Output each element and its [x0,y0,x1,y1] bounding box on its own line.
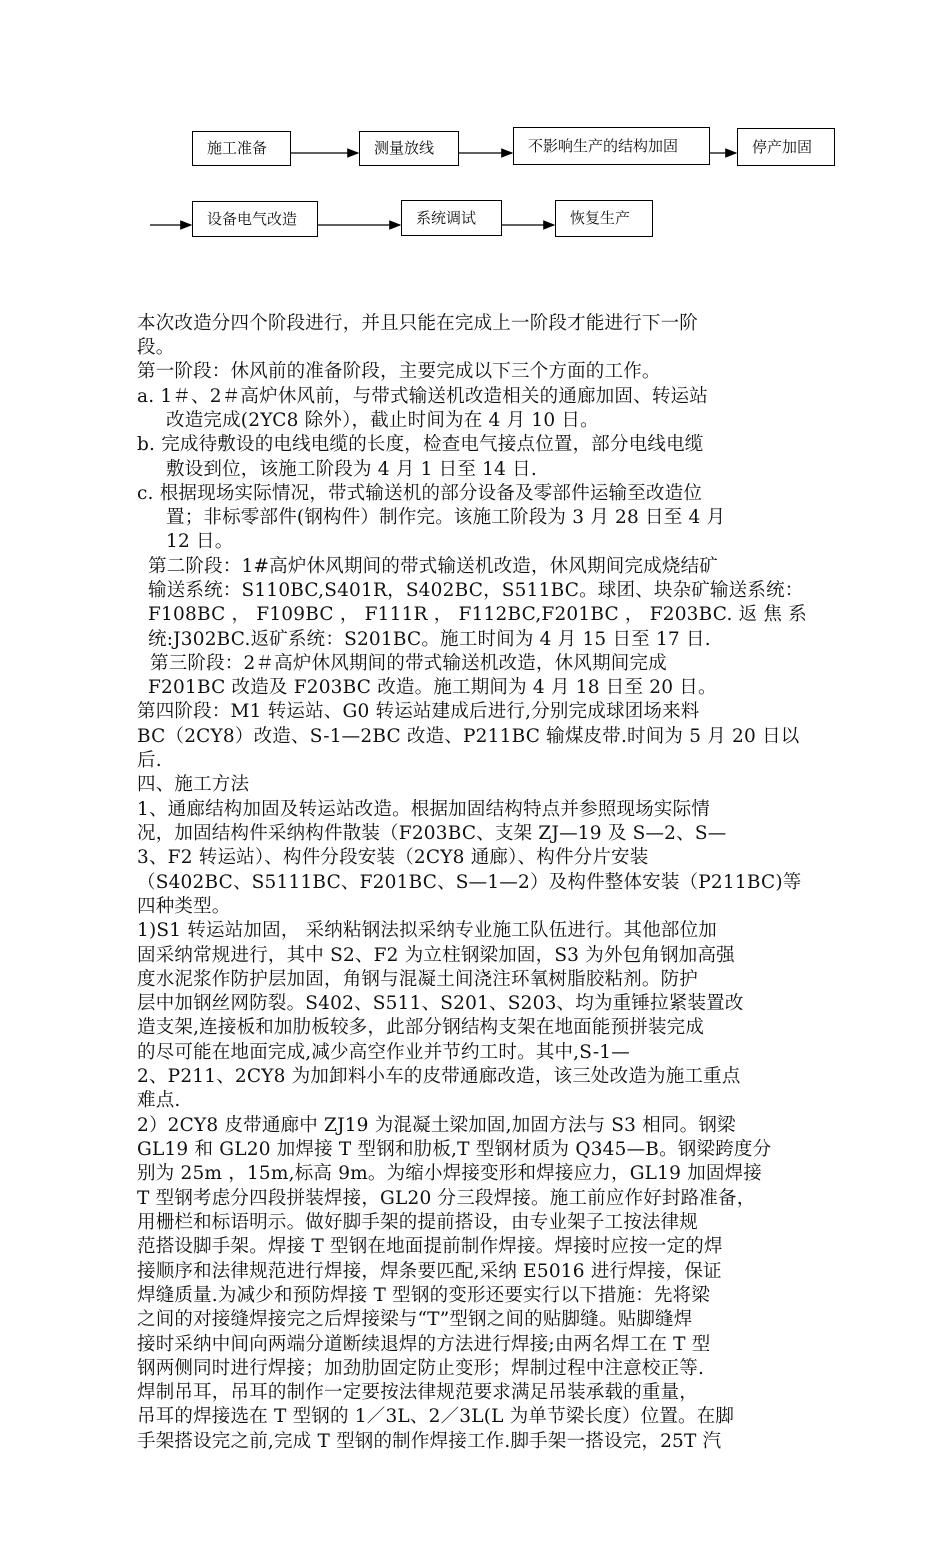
list-item-c: c. 根据现场实际情况，带式输送机的部分设备及零部件运输至改造位 [137,483,703,504]
text-line: 段。 [137,337,175,358]
text-line: 改造完成(2YC8 除外），截止时间为在 4 月 10 日。 [166,410,599,431]
text-line: 置；非标零部件(钢构件）制作完。该施工阶段为 3 月 28 日至 4 月 [166,507,726,528]
text-line: 造支架,连接板和加肋板较多，此部分钢结构支架在地面能预拼装完成 [137,1017,705,1038]
flow-step-construction-prep: 施工准备 [192,131,291,166]
text-line: BC（2CY8）改造、S-1—2BC 改造、P211BC 输煤皮带.时间为 5 月 20 日以 [137,726,800,747]
text-line: 统:J302BC.返矿系统：S201BC。施工时间为 4 月 15 日至 17 日. [148,629,711,650]
flow-step-system-debug: 系统调试 [401,200,502,236]
text-line: 第三阶段：2＃高炉休风期间的带式输送机改造，休风期间完成 [150,653,667,674]
text-line: 2、P211、2CY8 为加卸料小车的皮带通廊改造，该三处改造为施工重点 [137,1066,741,1087]
text-line: （S402BC、S5111BC、F201BC、S—1—2）及构件整体安装（P211BC)等 [137,872,802,893]
text-line: 敷设到位，该施工阶段为 4 月 1 日至 14 日. [166,459,537,480]
text-line: 1)S1 转运站加固， 采纳粘钢法拟采纳专业施工队伍进行。其他部位加 [137,920,717,941]
flow-step-shutdown-reinforcement: 停产加固 [737,128,835,166]
text-line: F201BC 改造及 F203BC 改造。施工期间为 4 月 18 日至 20 日。 [148,677,717,698]
text-line: F108BC ， F109BC ， F111R ， F112BC,F201BC ， F203BC. 返 焦 系 [148,604,807,625]
text-line: 度水泥浆作防护层加固，角钢与混凝土间浇注环氧树脂胶粘剂。防护 [137,969,699,990]
flow-step-resume-production: 恢复生产 [555,200,653,237]
text-line: 后. [137,750,162,771]
flow-step-electrical-retrofit: 设备电气改造 [192,201,318,237]
text-line: 焊缝质量.为减少和预防焊接 T 型钢的变形还要实行以下措施：先将梁 [137,1285,711,1306]
text-line: 难点. [137,1090,181,1111]
text-line: 手架搭设完之前,完成 T 型钢的制作焊接工作.脚手架一搭设完，25T 汽 [137,1431,722,1452]
text-line: 吊耳的焊接选在 T 型钢的 1／3L、2／3L(L 为单节梁长度）位置。在脚 [137,1406,735,1427]
text-line: 接顺序和法律规范进行焊接，焊条要匹配,采纳 E5016 进行焊接，保证 [137,1261,722,1282]
text-line: 第二阶段：1#高炉休风期间的带式输送机改造，休风期间完成烧结矿 [148,556,718,577]
text-line: 钢两侧同时进行焊接；加劲肋固定防止变形；焊制过程中注意校正等. [137,1358,705,1379]
text-line: 本次改造分四个阶段进行，并且只能在完成上一阶段才能进行下一阶 [137,313,699,334]
text-line: 第四阶段：M1 转运站、G0 转运站建成后进行,分别完成球团场来料 [137,701,700,722]
text-line: 层中加钢丝网防裂。S402、S511、S201、S203、均为重锤拉紧装置改 [137,993,744,1014]
text-line: 接时采纳中间向两端分道断续退焊的方法进行焊接;由两名焊工在 T 型 [137,1334,711,1355]
text-line: 2）2CY8 皮带通廊中 ZJ19 为混凝土梁加固,加固方法与 S3 相同。钢梁 [137,1115,736,1136]
text-line: 焊制吊耳，吊耳的制作一定要按法律规范要求满足吊装承载的重量， [137,1382,699,1403]
flow-step-structural-reinforcement: 不影响生产的结构加固 [513,127,710,165]
text-line: 别为 25m ，15m,标高 9m。为缩小焊接变形和焊接应力，GL19 加固焊接 [137,1163,762,1184]
text-line: GL19 和 GL20 加焊接 T 型钢和肋板,T 型钢材质为 Q345—B。钢梁跨度分 [137,1139,772,1160]
text-line: 12 日。 [166,531,234,552]
text-line: 的尽可能在地面完成,减少高空作业并节约工时。其中,S-1— [137,1042,630,1063]
text-line: 范搭设脚手架。焊接 T 型钢在地面提前制作焊接。焊接时应按一定的焊 [137,1236,723,1257]
text-line: 况，加固结构件采纳构件散装（F203BC、支架 ZJ—19 及 S—2、S— [137,823,727,844]
text-line: T 型钢考虑分四段拼装焊接，GL20 分三段焊接。施工前应作好封路准备， [137,1188,756,1209]
list-item-b: b. 完成待敷设的电线电缆的长度，检查电气接点位置，部分电线电缆 [137,434,704,455]
text-line: 输送系统：S110BC,S401R，S402BC，S511BC。球团、块杂矿输送系统： [148,580,804,601]
text-line: 之间的对接缝焊接完之后焊接梁与“T”型钢之间的贴脚缝。贴脚缝焊 [137,1309,693,1330]
section-heading: 四、施工方法 [137,774,250,795]
text-line: 3、F2 转运站）、构件分段安装（2CY8 通廊）、构件分片安装 [137,847,649,868]
text-line: 四种类型。 [137,896,231,917]
text-line: 用栅栏和标语明示。做好脚手架的提前搭设，由专业架子工按法律规 [137,1212,699,1233]
text-line: 第一阶段：休风前的准备阶段，主要完成以下三个方面的工作。 [137,361,661,382]
flow-step-survey-layout: 测量放线 [359,131,459,166]
text-line: 固采纳常规进行，其中 S2、F2 为立柱钢梁加固，S3 为外包角钢加高强 [137,945,735,966]
list-item-a: a. 1＃、2＃高炉休风前，与带式输送机改造相关的通廊加固、转运站 [137,386,708,407]
text-line: 1、通廊结构加固及转运站改造。根据加固结构特点并参照现场实际情 [137,799,710,820]
